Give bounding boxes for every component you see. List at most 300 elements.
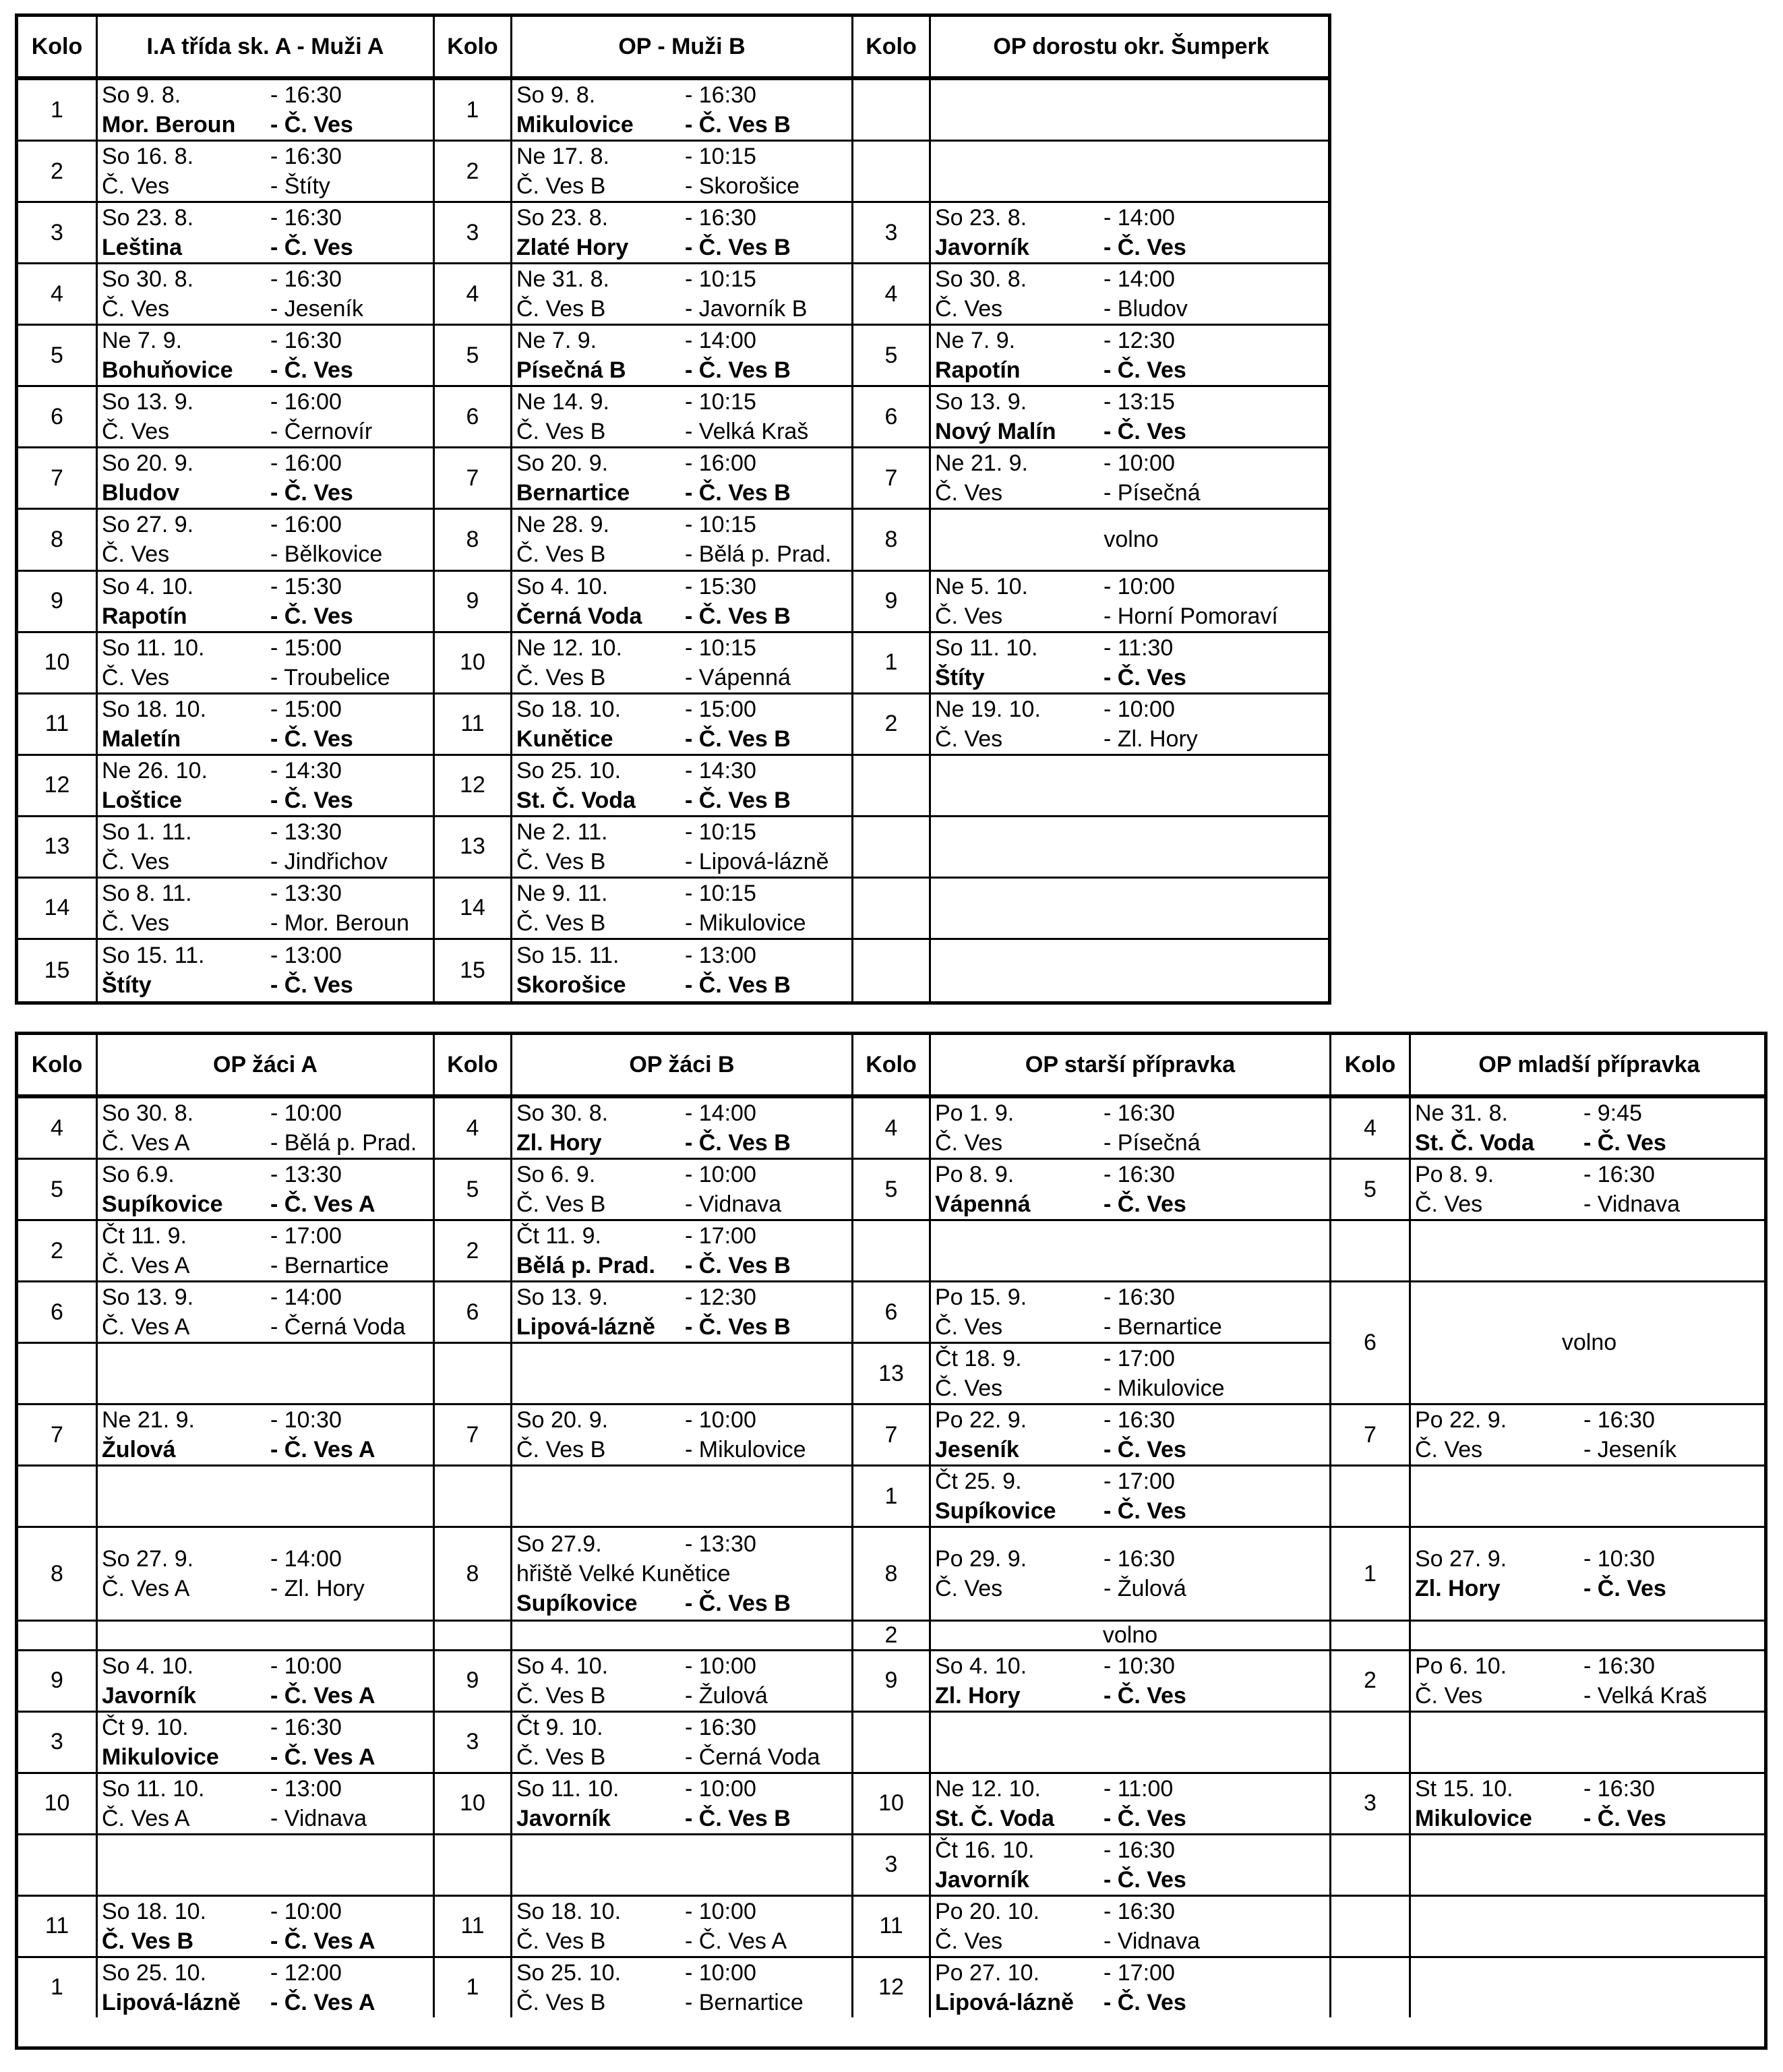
- away-team: - Skorošice: [685, 173, 800, 200]
- away-team: - Bernartice: [1104, 1314, 1222, 1340]
- round-number: 3: [18, 1713, 98, 1774]
- match-date-time: [516, 142, 851, 171]
- match-cell: [98, 1160, 435, 1221]
- match-time: - 12:30: [1104, 328, 1175, 354]
- round-number: 9: [18, 1651, 98, 1713]
- match-teams: [102, 1251, 433, 1280]
- match-date: Ne 12. 10.: [935, 1775, 1041, 1802]
- match-time: - 16:30: [270, 266, 342, 293]
- home-team: Loštice: [102, 787, 183, 813]
- round-number: 5: [435, 1160, 512, 1221]
- away-team: - Č. Ves: [1583, 1576, 1666, 1601]
- empty-kolo-cell: [853, 879, 931, 940]
- match-teams: [935, 1574, 1329, 1603]
- match-time: - 10:00: [685, 1959, 756, 1986]
- match-cell: [931, 264, 1331, 326]
- empty-match-cell: [931, 142, 1331, 203]
- away-team: - Jeseník: [1583, 1437, 1676, 1462]
- match-date-time: [935, 694, 1331, 724]
- away-team: - Č. Ves: [1104, 1437, 1186, 1462]
- home-team: Č. Ves: [935, 1928, 1003, 1954]
- match-cell: [512, 940, 853, 1001]
- home-team: Č. Ves B: [516, 910, 606, 936]
- match-date-time: [516, 1221, 851, 1251]
- away-team: - Jeseník: [270, 296, 363, 322]
- home-team: Zlaté Hory: [516, 235, 629, 261]
- match-time: - 13:30: [270, 819, 342, 845]
- match-date-time: [1415, 1098, 1767, 1128]
- match-date: So 8. 11.: [102, 880, 192, 906]
- home-team: Javorník: [102, 1682, 196, 1709]
- match-time: - 10:00: [685, 1775, 756, 1802]
- match-date-time: [935, 326, 1331, 355]
- match-date: So 18. 10.: [102, 1898, 207, 1924]
- home-team: Č. Ves: [1415, 1191, 1483, 1217]
- home-team: Leština: [102, 235, 183, 261]
- match-time: - 10:00: [1104, 573, 1175, 599]
- round-number: 7: [853, 448, 931, 510]
- match-cell: [931, 326, 1331, 387]
- round-number: 13: [18, 817, 98, 879]
- column-header-competition: OP - Muži B: [512, 17, 853, 80]
- match-date-time: [102, 1098, 433, 1128]
- match-date-time: [1415, 1544, 1767, 1574]
- away-team: - Písečná: [1104, 1130, 1201, 1156]
- match-cell: [98, 1958, 435, 2017]
- match-cell: [931, 448, 1331, 510]
- match-time: - 10:00: [1104, 450, 1175, 477]
- away-team: - Bernartice: [685, 1989, 804, 2015]
- empty-kolo-cell: [435, 1467, 512, 1528]
- away-team: - Troubelice: [270, 664, 390, 690]
- match-teams: [1415, 1804, 1767, 1833]
- match-cell: [512, 1221, 853, 1282]
- match-time: - 16:00: [270, 450, 342, 477]
- home-team: Mikulovice: [102, 1744, 219, 1770]
- round-number: 5: [18, 1160, 98, 1221]
- round-number: 2: [1331, 1651, 1411, 1713]
- round-number: 2: [435, 1221, 512, 1282]
- away-team: - Písečná: [1104, 480, 1201, 506]
- away-team: - Velká Kraš: [1583, 1682, 1708, 1709]
- match-date: So 18. 10.: [516, 696, 622, 722]
- empty-kolo-cell: [435, 1344, 512, 1405]
- match-teams: [1415, 1128, 1767, 1158]
- away-team: - Č. Ves A: [685, 1928, 787, 1954]
- match-cell: [98, 387, 435, 448]
- away-team: - Vidnava: [1583, 1191, 1681, 1217]
- match-time: - 16:00: [270, 389, 342, 415]
- match-date-time: [102, 1544, 433, 1574]
- match-date: Ne 2. 11.: [516, 819, 608, 845]
- match-time: - 10:00: [270, 1898, 342, 1924]
- column-header-kolo: Kolo: [435, 17, 512, 80]
- match-time: - 16:30: [1104, 1100, 1175, 1126]
- home-team: Č. Ves: [935, 603, 1003, 629]
- match-date: Čt 16. 10.: [935, 1837, 1035, 1863]
- home-team: Č. Ves B: [516, 296, 606, 322]
- home-team: Č. Ves: [102, 173, 170, 200]
- empty-kolo-cell: [435, 1835, 512, 1897]
- match-cell: [512, 448, 853, 510]
- match-date: Ne 28. 9.: [516, 512, 609, 538]
- match-cell: [1411, 1405, 1767, 1467]
- match-date-time: [1415, 1405, 1767, 1435]
- away-team: - Č. Ves: [270, 480, 353, 506]
- match-teams: [935, 1804, 1329, 1833]
- match-date-time: [516, 326, 851, 355]
- match-date: So 11. 10.: [102, 1775, 205, 1802]
- away-team: - Č. Ves: [270, 726, 353, 752]
- match-time: - 16:30: [1104, 1546, 1175, 1572]
- match-date: Ne 9. 11.: [516, 880, 608, 906]
- match-time: - 15:30: [270, 573, 342, 599]
- round-number: 13: [435, 817, 512, 879]
- match-cell: [512, 1958, 853, 2017]
- home-team: Č. Ves A: [102, 1314, 190, 1340]
- match-date: So 30. 8.: [516, 1100, 609, 1126]
- match-cell: [931, 1098, 1331, 1160]
- match-date-time: [102, 572, 433, 601]
- match-cell: [931, 1774, 1331, 1835]
- home-team: Č. Ves B: [516, 1744, 606, 1770]
- match-time: - 13:30: [685, 1531, 756, 1557]
- empty-kolo-cell: [18, 1467, 98, 1528]
- match-time: - 16:30: [685, 1714, 756, 1740]
- match-teams: [516, 171, 851, 201]
- match-date-time: [102, 80, 433, 110]
- match-date: So 20. 9.: [102, 450, 194, 477]
- empty-kolo-cell: [853, 756, 931, 817]
- match-cell: [98, 1405, 435, 1467]
- match-teams: [935, 663, 1331, 692]
- match-teams: [935, 1373, 1329, 1403]
- match-cell: [931, 1835, 1331, 1897]
- match-date: So 13. 9.: [516, 1284, 609, 1310]
- away-team: - Bělá p. Prad.: [270, 1130, 417, 1156]
- match-date: So 4. 10.: [516, 573, 609, 599]
- match-teams: [935, 233, 1331, 262]
- away-team: - Č. Ves B: [685, 235, 791, 261]
- match-cell: [98, 1651, 435, 1713]
- away-team: - Č. Ves: [1104, 357, 1186, 384]
- match-teams: [935, 1496, 1329, 1526]
- match-date-time: [516, 941, 851, 970]
- home-team: Bělá p. Prad.: [516, 1253, 655, 1278]
- match-cell: [98, 1282, 435, 1344]
- home-team: Mikulovice: [516, 112, 634, 138]
- match-time: - 16:30: [270, 82, 342, 109]
- match-time: - 10:00: [685, 1653, 756, 1679]
- round-number: 15: [18, 940, 98, 1001]
- match-date-time: [935, 1544, 1329, 1574]
- match-date-time: [935, 1651, 1329, 1681]
- home-team: Č. Ves: [1415, 1682, 1483, 1709]
- home-team: Rapotín: [102, 603, 187, 629]
- home-team: Č. Ves B: [516, 419, 606, 445]
- away-team: - Bělá p. Prad.: [685, 541, 832, 568]
- away-team: - Vidnava: [685, 1191, 782, 1217]
- match-teams: [516, 663, 851, 692]
- match-time: - 16:30: [270, 205, 342, 231]
- match-cell: [98, 203, 435, 264]
- match-date-time: [516, 1405, 851, 1435]
- home-team: Vápenná: [935, 1191, 1031, 1217]
- match-date: So 4. 10.: [102, 1653, 194, 1679]
- match-cell: [98, 1713, 435, 1774]
- column-header-kolo: Kolo: [853, 17, 931, 80]
- home-team: Skorošice: [516, 972, 626, 999]
- away-team: - Č. Ves B: [685, 1130, 791, 1156]
- round-number: 3: [853, 1835, 931, 1897]
- match-cell: [512, 264, 853, 326]
- column-header-competition: OP mladší přípravka: [1411, 1035, 1767, 1098]
- match-date-time: [102, 1774, 433, 1804]
- round-number: 7: [435, 448, 512, 510]
- match-venue-note: hřiště Velké Kunětice: [516, 1561, 731, 1587]
- home-team: Č. Ves: [102, 664, 170, 690]
- round-number: 6: [853, 1282, 931, 1344]
- match-cell: [98, 448, 435, 510]
- match-cell: [512, 633, 853, 694]
- away-team: - Bělkovice: [270, 541, 383, 568]
- home-team: Jeseník: [935, 1437, 1019, 1462]
- round-number: 3: [1331, 1774, 1411, 1835]
- home-team: Č. Ves A: [102, 1805, 190, 1831]
- match-date-time: [516, 80, 851, 110]
- match-cell: [931, 1344, 1331, 1405]
- away-team: - Č. Ves B: [685, 1253, 791, 1278]
- match-teams: [1415, 1435, 1767, 1464]
- match-teams: [102, 294, 433, 324]
- home-team: Rapotín: [935, 357, 1021, 384]
- match-time: - 14:00: [1104, 205, 1175, 231]
- match-teams: [935, 1435, 1329, 1464]
- column-header-competition: OP žáci A: [98, 1035, 435, 1098]
- match-date: Po 8. 9.: [1415, 1162, 1494, 1187]
- round-number: 9: [853, 572, 931, 633]
- away-team: - Č. Ves B: [685, 1591, 791, 1616]
- away-team: - Žulová: [685, 1682, 768, 1709]
- match-date-time: [102, 387, 433, 417]
- away-team: - Štíty: [270, 173, 330, 200]
- match-teams: [935, 1865, 1329, 1895]
- column-header-competition: OP dorostu okr. Šumperk: [931, 17, 1331, 80]
- match-teams: [516, 601, 851, 631]
- empty-kolo-cell: [18, 1622, 98, 1651]
- match-date-time: [516, 572, 851, 601]
- round-number: 1: [18, 1958, 98, 2017]
- match-cell: [931, 1651, 1331, 1713]
- round-number: 9: [18, 572, 98, 633]
- match-date: So 6.9.: [102, 1162, 175, 1187]
- away-team: - Mikulovice: [1104, 1375, 1225, 1401]
- round-number: 14: [18, 879, 98, 940]
- away-team: - Č. Ves B: [685, 112, 791, 138]
- match-time: - 12:00: [270, 1959, 342, 1986]
- match-time: - 12:30: [685, 1284, 756, 1310]
- home-team: Č. Ves: [935, 1576, 1003, 1601]
- match-cell: [931, 1528, 1331, 1622]
- home-team: Štíty: [935, 664, 985, 690]
- match-teams: [935, 724, 1331, 754]
- match-date-time: [516, 448, 851, 478]
- match-time: - 17:00: [1104, 1346, 1175, 1371]
- empty-match-cell: [512, 1622, 853, 1651]
- round-number: 14: [435, 879, 512, 940]
- match-cell: [98, 1221, 435, 1282]
- empty-kolo-cell: [1331, 1467, 1411, 1528]
- match-time: - 14:00: [270, 1284, 342, 1310]
- empty-kolo-cell: [18, 1835, 98, 1897]
- away-team: - Javorník B: [685, 296, 808, 322]
- match-teams: [516, 1312, 851, 1342]
- match-cell: [512, 879, 853, 940]
- empty-kolo-cell: [853, 817, 931, 879]
- home-team: Javorník: [935, 1866, 1029, 1893]
- round-number: 11: [435, 694, 512, 756]
- empty-kolo-cell: [1331, 1622, 1411, 1651]
- match-date-time: [935, 448, 1331, 478]
- home-team: Č. Ves B: [516, 848, 606, 875]
- home-team: Č. Ves: [102, 541, 170, 568]
- match-teams: [516, 1435, 851, 1464]
- empty-kolo-cell: [1331, 1958, 1411, 2017]
- match-date-time: [516, 1282, 851, 1312]
- home-team: Mor. Beroun: [102, 112, 236, 138]
- round-number: 6: [435, 1282, 512, 1344]
- match-date: Ne 31. 8.: [1415, 1100, 1508, 1126]
- home-team: Supíkovice: [102, 1191, 223, 1217]
- match-date-time: [935, 1344, 1329, 1373]
- match-time: - 15:00: [685, 696, 756, 722]
- round-number: 5: [18, 326, 98, 387]
- match-date: Po 15. 9.: [935, 1284, 1027, 1310]
- home-team: Č. Ves B: [516, 1928, 606, 1954]
- home-team: Maletín: [102, 726, 181, 752]
- match-teams: [1415, 1681, 1767, 1711]
- match-time: - 11:30: [1104, 634, 1174, 661]
- match-date-time: [102, 1405, 433, 1435]
- match-teams: [516, 294, 851, 324]
- round-number: 10: [18, 633, 98, 694]
- away-team: - Vidnava: [270, 1805, 367, 1831]
- match-date: So 16. 8.: [102, 144, 194, 170]
- match-cell: [1411, 1528, 1767, 1622]
- empty-match-cell: [931, 879, 1331, 940]
- empty-match-cell: [1411, 1713, 1767, 1774]
- match-date-time: [102, 1958, 433, 1988]
- away-team: - Černá Voda: [270, 1314, 406, 1340]
- match-date: So 27. 9.: [102, 512, 194, 538]
- match-date-time: [516, 1958, 851, 1988]
- away-team: - Č. Ves: [1104, 1191, 1186, 1217]
- match-date: So 30. 8.: [102, 266, 194, 293]
- match-time: - 17:00: [270, 1223, 342, 1249]
- match-teams: [516, 1128, 851, 1158]
- away-team: - Č. Ves A: [270, 1191, 375, 1217]
- match-time: - 13:00: [685, 943, 756, 969]
- match-teams: [102, 539, 433, 569]
- match-date-time: [516, 1160, 851, 1189]
- match-date: So 6. 9.: [516, 1162, 596, 1187]
- match-date: Ne 26. 10.: [102, 757, 208, 783]
- round-number: 12: [18, 756, 98, 817]
- round-number: 2: [18, 142, 98, 203]
- match-time: - 16:30: [1104, 1162, 1175, 1187]
- match-time: - 9:45: [1583, 1100, 1642, 1126]
- match-date-time: [935, 1835, 1329, 1865]
- round-number: 10: [853, 1774, 931, 1835]
- home-team: Č. Ves B: [516, 664, 606, 690]
- away-team: - Č. Ves: [270, 787, 353, 813]
- home-team: Písečná B: [516, 357, 626, 384]
- match-date: Čt 11. 9.: [102, 1223, 187, 1249]
- match-time: - 15:00: [270, 696, 342, 722]
- match-date: So 18. 10.: [516, 1898, 622, 1924]
- home-team: Lipová-lázně: [102, 1989, 241, 2015]
- away-team: - Bernartice: [270, 1253, 389, 1278]
- match-time: - 13:30: [270, 880, 342, 906]
- match-date: So 1. 11.: [102, 819, 192, 845]
- match-date-time: [102, 817, 433, 847]
- match-time: - 10:00: [685, 1162, 756, 1187]
- match-teams: [516, 970, 851, 1000]
- match-date-time: [102, 510, 433, 539]
- away-team: - Mor. Beroun: [270, 910, 409, 936]
- match-date: Čt 25. 9.: [935, 1469, 1022, 1494]
- away-team: - Černá Voda: [685, 1744, 820, 1770]
- match-cell: [512, 1713, 853, 1774]
- column-header-kolo: Kolo: [853, 1035, 931, 1098]
- match-date: So 30. 8.: [935, 266, 1027, 293]
- match-date: Ne 14. 9.: [516, 389, 609, 415]
- round-number: 8: [18, 1528, 98, 1622]
- match-teams: [102, 1804, 433, 1833]
- match-date: Čt 9. 10.: [516, 1714, 603, 1740]
- match-date-time: [516, 1651, 851, 1681]
- match-teams: [1415, 1189, 1767, 1219]
- match-cell: [512, 387, 853, 448]
- round-number: 4: [18, 1098, 98, 1160]
- match-teams: [516, 1926, 851, 1956]
- away-team: - Č. Ves A: [270, 1682, 375, 1709]
- home-team: Č. Ves A: [102, 1576, 190, 1601]
- match-date-time: [102, 1651, 433, 1681]
- match-teams: [516, 478, 851, 508]
- home-team: Zl. Hory: [935, 1682, 1021, 1709]
- match-date-time: [102, 1221, 433, 1251]
- round-number: 11: [853, 1897, 931, 1958]
- match-time: - 15:00: [270, 634, 342, 661]
- match-teams: [102, 355, 433, 385]
- match-date: So 30. 8.: [102, 1100, 194, 1126]
- match-time: - 13:00: [270, 1775, 342, 1802]
- match-teams: [516, 1189, 851, 1219]
- round-number: 8: [435, 1528, 512, 1622]
- match-cell: [512, 1774, 853, 1835]
- match-cell: [931, 1282, 1331, 1344]
- match-date-time: [516, 756, 851, 786]
- match-cell: [98, 572, 435, 633]
- match-teams: [935, 417, 1331, 446]
- match-date: So 13. 9.: [935, 389, 1027, 415]
- match-cell: [1411, 1651, 1767, 1713]
- match-date-time: [935, 572, 1331, 601]
- match-time: - 10:15: [685, 819, 756, 845]
- match-time: - 16:30: [1583, 1407, 1655, 1433]
- match-date: Čt 11. 9.: [516, 1223, 601, 1249]
